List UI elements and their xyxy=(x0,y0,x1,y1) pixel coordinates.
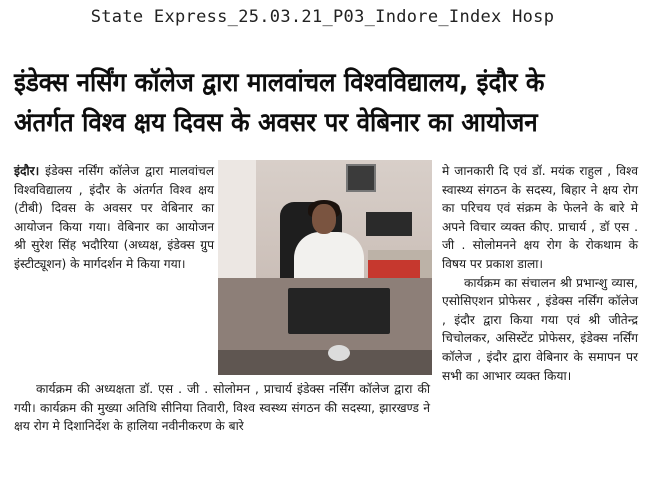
article-paragraph-4: कार्यक्रम का संचालन श्री प्रभान्शु व्यास, एसोसिएशन प्रोफेसर , इंडेक्स नर्सिंग कॉलेज , इंदौर द्वारा किया गया एवं श्री जीतेन्द्र चिचोलकर, असिस्टेंट प्रोफेसर, इंडेक्स नर्सिंग कॉलेज , इंदौर द्वारा वेबिनार के समापन पर सभी का आभार व्यक्त किया। xyxy=(442,275,638,383)
article-column-left-top xyxy=(14,162,214,274)
article-column-left-bottom xyxy=(14,380,430,436)
headline-line-2: अंतर्गत विश्व क्षय दिवस के अवसर पर वेबिनार का आयोजन xyxy=(14,108,538,138)
article-paragraph-3: मे जानकारी दि एवं डॉ. मयंक राहुल , विश्व स्वास्थ्य संगठन के सदस्य, बिहार ने क्षय रोग का परिचय एवं संक्रम के फेलने के बारे मे अपने विचार व्यक्त कीए. प्राचार्य , डॉ एस . जी . सोलोमनने क्षय रोग के रोकथाम के विषय पर प्रकाश डाला। xyxy=(442,164,638,271)
page-caption: State Express_25.03.21_P03_Indore_Index Hosp xyxy=(90,7,555,27)
headline-line-1: इंडेक्स नर्सिंग कॉलेज द्वारा मालवांचल विश्वविद्यालय, इंदौर के xyxy=(14,68,545,98)
dateline: इंदौर। xyxy=(14,164,40,178)
article-column-right xyxy=(442,162,638,385)
article-paragraph-1: इंडेक्स नर्सिंग कॉलेज द्वारा मालवांचल विश्वविद्यालय , इंदौर के अंतर्गत विश्व क्षय (टीबी) दिवस के अवसर पर वेबिनार का आयोजन किया गया। वेबिनार का आयोजन श्री सुरेश सिंह भदौरिया (अध्यक्ष, इंडेक्स ग्रुप इंस्टीट्यूशन) के मार्गदर्शन मे किया गया। xyxy=(14,164,214,271)
article-paragraph-2: कार्यक्रम की अध्यक्षता डॉ. एस . जी . सोलोमन , प्राचार्य इंडेक्स नर्सिंग कॉलेज द्वारा की गयी। कार्यक्रम की मुख्या अतिथि सीनिया तिवारी, विश्व स्वस्थ्य संगठन की सदस्या, झारखण्ड ने क्षय रोग मे दिशानिर्देश के हालिया नवीनीकरण के बारे xyxy=(14,382,430,434)
article-photo xyxy=(218,160,432,375)
